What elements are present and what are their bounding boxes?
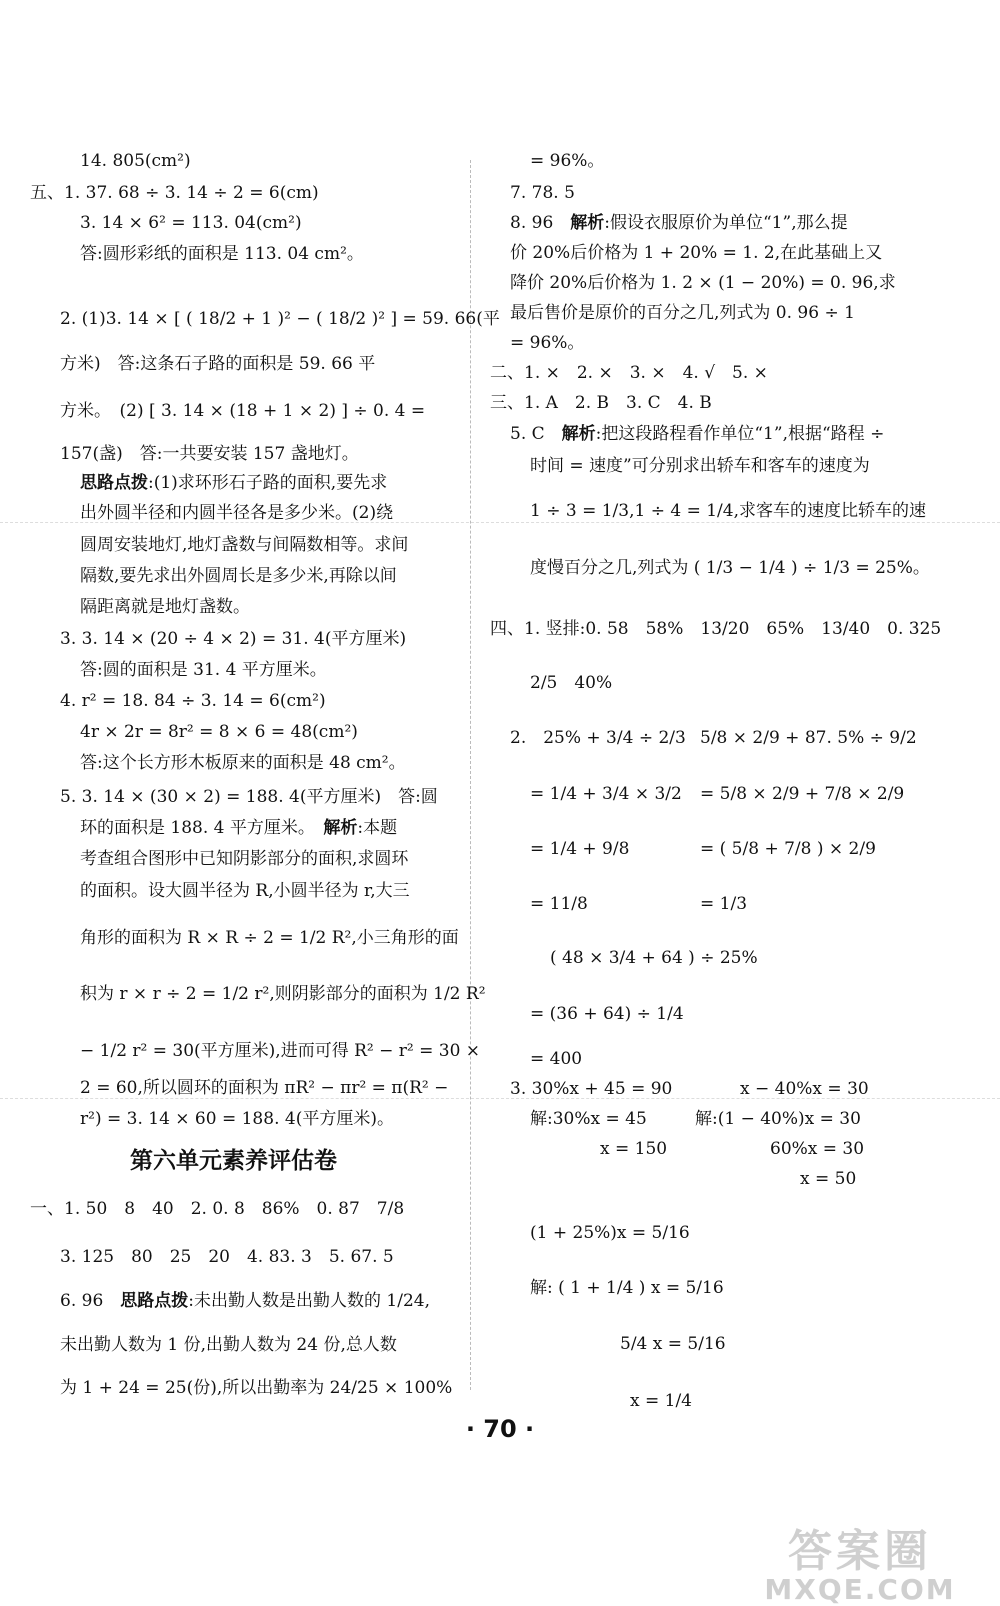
answer-line: 隔数,要先求出外圆周长是多少米,再除以间 — [80, 566, 397, 586]
answer-line: 解: ( 1 + 1/4 ) x = 5/16 — [530, 1278, 724, 1298]
answer-line: (1 + 25%)x = 5/16 — [530, 1223, 690, 1243]
answer-line: 未出勤人数为 1 份,出勤人数为 24 份,总人数 — [60, 1335, 397, 1355]
answer-line: 2. (1)3. 14 × [ ( 18/2 + 1 )² − ( 18/2 )² ] = 59. 66(平 — [60, 309, 500, 329]
answer-text: 8. 96 — [510, 213, 571, 233]
answer-line: = (36 + 64) ÷ 1/4 — [530, 1004, 684, 1024]
answer-line: 答:圆的面积是 31. 4 平方厘米。 — [80, 660, 327, 680]
answer-line: = 5/8 × 2/9 + 7/8 × 2/9 — [700, 784, 905, 804]
answer-text: 环的面积是 188. 4 平方厘米。 — [80, 818, 324, 838]
answer-line: 方米。 (2) [ 3. 14 × (18 + 1 × 2) ] ÷ 0. 4 = — [60, 401, 426, 421]
answer-line: r²) = 3. 14 × 60 = 188. 4(平方厘米)。 — [80, 1109, 394, 1129]
answer-line: ( 48 × 3/4 + 64 ) ÷ 25% — [550, 948, 758, 968]
answer-line: 4r × 2r = 8r² = 8 × 6 = 48(cm²) — [80, 722, 358, 742]
answer-line: = 11/8 — [530, 894, 588, 914]
answer-line: 14. 805(cm²) — [80, 151, 191, 171]
answer-line: 三、1. A 2. B 3. C 4. B — [490, 393, 712, 413]
watermark-logo — [740, 1515, 980, 1606]
answer-line — [60, 1290, 430, 1312]
answer-line: 2 = 60,所以圆环的面积为 πR² − πr² = π(R² − — [80, 1078, 449, 1098]
answer-line: 3. 30%x + 45 = 90 — [510, 1079, 673, 1099]
answer-line: 角形的面积为 R × R ÷ 2 = 1/2 R²,小三角形的面 — [80, 928, 459, 948]
answer-line: 7. 78. 5 — [510, 183, 575, 203]
answer-text: :假设衣服原价为单位“1”,那么提 — [604, 213, 848, 233]
answer-line: 方米) 答:这条石子路的面积是 59. 66 平 — [60, 354, 376, 374]
answer-line: 157(盏) 答:一共要安装 157 盏地灯。 — [60, 444, 359, 464]
answer-line: x = 150 — [600, 1139, 668, 1159]
answer-line: 答:圆形彩纸的面积是 113. 04 cm²。 — [80, 244, 364, 264]
answer-line — [510, 423, 884, 445]
analysis-label: 解析 — [570, 213, 605, 233]
answer-line: x = 50 — [800, 1169, 857, 1189]
answer-line: 3. 3. 14 × (20 ÷ 4 × 2) = 31. 4(平方厘米) — [60, 629, 407, 649]
answer-line — [80, 817, 397, 839]
answer-text: 6. 96 — [60, 1291, 121, 1311]
answer-line: 降价 20%后价格为 1. 2 × (1 − 20%) = 0. 96,求 — [510, 273, 896, 293]
answer-text: 5. C — [510, 424, 562, 444]
answer-line: 圆周安装地灯,地灯盏数与间隔数相等。求间 — [80, 535, 409, 555]
answer-line: 的面积。设大圆半径为 R,小圆半径为 r,大三 — [80, 881, 410, 901]
page-number: · 70 · — [465, 1415, 535, 1443]
answer-line: 考查组合图形中已知阴影部分的面积,求圆环 — [80, 849, 409, 869]
answer-line: 积为 r × r ÷ 2 = 1/2 r²,则阴影部分的面积为 1/2 R² — [80, 984, 486, 1004]
answer-line: 3. 125 80 25 20 4. 83. 3 5. 67. 5 — [60, 1247, 394, 1267]
answer-line: x − 40%x = 30 — [740, 1079, 869, 1099]
watermark-url: MXQE.COM — [764, 1573, 956, 1606]
answer-line: 解:30%x = 45 — [530, 1109, 647, 1129]
answer-line: − 1/2 r² = 30(平方厘米),进而可得 R² − r² = 30 × — [80, 1041, 481, 1061]
answer-line: = 1/4 + 3/4 × 3/2 — [530, 784, 682, 804]
analysis-label: 解析 — [323, 818, 358, 838]
answer-line: = 96%。 — [510, 333, 585, 353]
answer-line: = 400 — [530, 1049, 583, 1069]
hint-label: 思路点拨 — [120, 1291, 189, 1311]
answer-line: 度慢百分之几,列式为 ( 1/3 − 1/4 ) ÷ 1/3 = 25%。 — [530, 558, 930, 578]
answer-line: 3. 14 × 6² = 113. 04(cm²) — [80, 213, 302, 233]
answer-line: 二、1. × 2. × 3. × 4. √ 5. × — [490, 363, 768, 383]
answer-text: :本题 — [357, 818, 398, 838]
answer-line: 隔距离就是地灯盏数。 — [80, 597, 250, 617]
answer-line: 五、1. 37. 68 ÷ 3. 14 ÷ 2 = 6(cm) — [30, 183, 319, 203]
answer-line: 四、1. 竖排:0. 58 58% 13/20 65% 13/40 0. 325 — [490, 619, 942, 639]
answer-line: = 1/3 — [700, 894, 748, 914]
column-divider — [470, 160, 471, 1390]
answer-line: x = 1/4 — [630, 1391, 692, 1411]
answer-text: :把这段路程看作单位“1”,根据“路程 ÷ — [595, 424, 885, 444]
hint-label: 思路点拨 — [80, 473, 148, 493]
answer-line: 4. r² = 18. 84 ÷ 3. 14 = 6(cm²) — [60, 691, 326, 711]
answer-line: 解:(1 − 40%)x = 30 — [695, 1109, 861, 1129]
answer-line — [80, 472, 387, 494]
answer-line: 最后售价是原价的百分之几,列式为 0. 96 ÷ 1 — [510, 303, 855, 323]
answer-line: 5/8 × 2/9 + 87. 5% ÷ 9/2 — [700, 728, 917, 748]
answer-line: 5. 3. 14 × (30 × 2) = 188. 4(平方厘米) 答:圆 — [60, 787, 438, 807]
answer-line: = ( 5/8 + 7/8 ) × 2/9 — [700, 839, 876, 859]
answer-line: 答:这个长方形木板原来的面积是 48 cm²。 — [80, 753, 406, 773]
analysis-label: 解析 — [561, 424, 596, 444]
answer-line: 价 20%后价格为 1 + 20% = 1. 2,在此基础上又 — [510, 243, 883, 263]
answer-line: 5/4 x = 5/16 — [620, 1334, 726, 1354]
answer-line: 2/5 40% — [530, 673, 613, 693]
answer-line: 60%x = 30 — [770, 1139, 865, 1159]
answer-line: 一、1. 50 8 40 2. 0. 8 86% 0. 87 7/8 — [30, 1199, 405, 1219]
answer-line: 出外圆半径和内圆半径各是多少米。(2)绕 — [80, 503, 394, 523]
watermark-text: 答案圈 — [788, 1526, 932, 1577]
answer-line — [510, 212, 848, 234]
section-heading: 第六单元素养评估卷 — [130, 1148, 337, 1174]
hint-text: :(1)求环形石子路的面积,要先求 — [148, 473, 388, 493]
answer-line: 2. 25% + 3/4 ÷ 2/3 — [510, 728, 686, 748]
answer-line: = 1/4 + 9/8 — [530, 839, 630, 859]
answer-line: 1 ÷ 3 = 1/3,1 ÷ 4 = 1/4,求客车的速度比轿车的速 — [530, 501, 926, 521]
answer-line: 时间 = 速度”可分别求出轿车和客车的速度为 — [530, 456, 870, 476]
answer-line: 为 1 + 24 = 25(份),所以出勤率为 24/25 × 100% — [60, 1378, 453, 1398]
answer-line: = 96%。 — [530, 151, 605, 171]
answer-text: :未出勤人数是出勤人数的 1/24, — [188, 1291, 430, 1311]
